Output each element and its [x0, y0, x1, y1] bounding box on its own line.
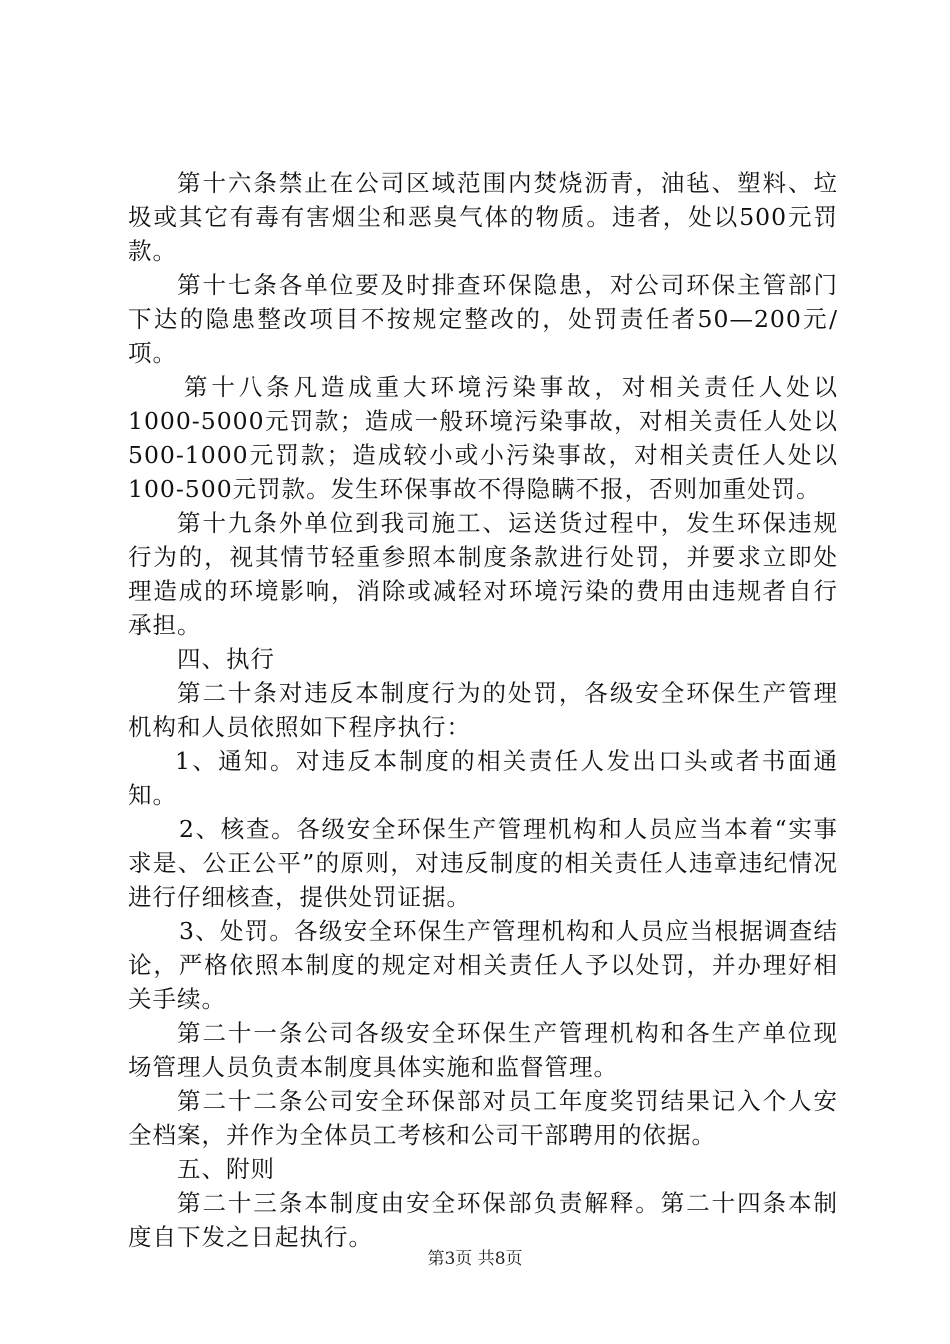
document-body — [128, 166, 838, 1254]
article-16-paragraph: 第十六条禁止在公司区域范围内焚烧沥青，油毡、塑料、垃圾或其它有毒有害烟尘和恶臭气体的物质。违者，处以500元罚款。 — [128, 169, 838, 265]
page-number-footer: 第3页 共8页 — [427, 1249, 523, 1269]
article-17-paragraph: 第十七条各单位要及时排查环保隐患，对公司环保主管部门下达的隐患整改项目不按规定整改的，处罚责任者50—200元/项。 — [128, 271, 838, 367]
article-22-paragraph: 第二十二条公司安全环保部对员工年度奖罚结果记入个人安全档案，并作为全体员工考核和公司干部聘用的依据。 — [128, 1087, 838, 1149]
step-3-penalty: 3、处罚。各级安全环保生产管理机构和人员应当根据调查结论，严格依照本制度的规定对相关责任人予以处罚，并办理好相关手续。 — [128, 917, 838, 1013]
step-2-verify: 2、核查。各级安全环保生产管理机构和人员应当本着“实事求是、公正公平”的原则，对违反制度的相关责任人违章违纪情况进行仔细核查，提供处罚证据。 — [128, 815, 838, 911]
article-20-paragraph: 第二十条对违反本制度行为的处罚，各级安全环保生产管理机构和人员依照如下程序执行： — [128, 679, 838, 741]
article-21-paragraph: 第二十一条公司各级安全环保生产管理机构和各生产单位现场管理人员负责本制度具体实施和监督管理。 — [128, 1019, 838, 1081]
step-1-notify: 1、通知。对违反本制度的相关责任人发出口头或者书面通知。 — [128, 747, 838, 809]
article-18-paragraph: 第十八条凡造成重大环境污染事故，对相关责任人处以1000-5000元罚款；造成一般环境污染事故，对相关责任人处以500-1000元罚款；造成较小或小污染事故，对相关责任人处以100-500元罚款。发生环保事故不得隐瞒不报，否则加重处罚。 — [128, 373, 838, 503]
section-heading-execution: 四、执行 — [177, 645, 275, 673]
article-19-paragraph: 第十九条外单位到我司施工、运送货过程中，发生环保违规行为的，视其情节轻重参照本制度条款进行处罚，并要求立即处理造成的环境影响，消除或减轻对环境污染的费用由违规者自行承担。 — [128, 509, 838, 639]
article-23-24-paragraph: 第二十三条本制度由安全环保部负责解释。第二十四条本制度自下发之日起执行。 — [128, 1189, 838, 1251]
section-heading-supplementary: 五、附则 — [177, 1155, 275, 1183]
